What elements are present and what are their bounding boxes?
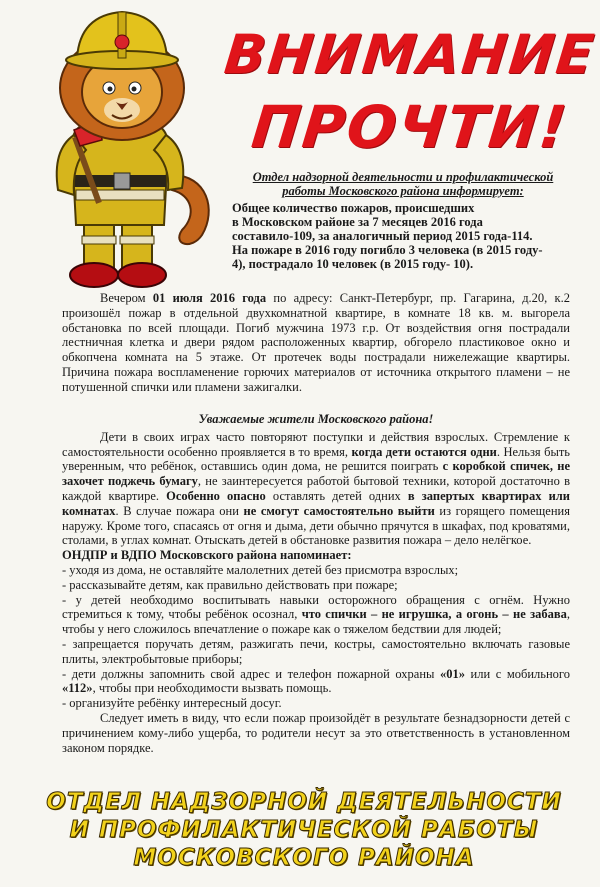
reminder-item: - организуйте ребёнку интересный досуг. xyxy=(62,696,282,711)
appeal-heading: Уважаемые жители Московского района! xyxy=(198,412,434,426)
children-paragraph: Дети в своих играх часто повторяют поступки и действия взрослых. Стремление к самостоятельности особенно проявляется в то время, когда дети остаются одни. Нельзя быть уверенным, что ребёнок, оставшись один дома, не решится поиграть с коробкой спичек, не захочет поджечь бумагу, не заинтересуется работой бытовой техники, которой достаточно в каждой квартире. Особенно опасно оставлять детей одних в запертых квартирах или комнатах. В случае пожара они не смогут самостоятельно выйти из горящего помещения наружу. Кроме того, спасаясь от огня и дыма, дети обычно прячутся в шкафах, под кроватями, столами, в углах комнат. Отыскать детей в обстановке развития пожара – дело нелёгкое. xyxy=(62,429,571,548)
reminder-item: - рассказывайте детям, как правильно действовать при пожаре; xyxy=(62,577,398,592)
reminder-item: - запрещается поручать детям, разжигать печи, костры, самостоятельно включать газовые плиты, электробытовые приборы; xyxy=(62,636,570,666)
closing-paragraph: Следует иметь в виду, что если пожар произойдёт в результате безнадзорности детей с причинением кому-либо ущерба, то родители несут за это ответственность в установленном законом порядке. xyxy=(62,710,570,755)
statistics-heading: Отдел надзорной деятельности и профилактической работы Московского района информирует: xyxy=(252,170,554,198)
reminder-heading: ОНДПР и ВДПО Московского района напоминает: xyxy=(62,548,352,563)
reminder-item: - уходя из дома, не оставляйте малолетних детей без присмотра взрослых; xyxy=(62,562,459,577)
department-footer: ОТДЕЛ НАДЗОРНОЙ ДЕЯТЕЛЬНОСТИ И ПРОФИЛАКТИЧЕСКОЙ РАБОТЫ МОСКОВСКОГО РАЙОНА xyxy=(46,789,562,871)
firefighter-lion-mascot-image xyxy=(22,0,222,300)
appeal-section xyxy=(62,412,570,755)
reminder-item: - у детей необходимо воспитывать навыки осторожного обращения с огнём. Нужно стремиться к тому, чтобы ребёнок осознал, что спички – не игрушка, а огонь – не забава, чтобы у него сложилось впечатление о пожаре как о тяжелом бедствии для людей; xyxy=(62,592,570,637)
headline-attention: ВНИМАНИЕ xyxy=(221,23,599,86)
statistics-body: Общее количество пожаров, происшедших в Московском районе за 7 месяцев 2016 года составило-109, за аналогичный период 2015 года-114. На пожаре в 2016 году погибло 3 человека (в 2015 году- 4), пострадало 10 человек (в 2015 году- 10). xyxy=(232,201,543,271)
reminder-item: - дети должны запомнить свой адрес и телефон пожарной охраны «01» или с мобильного «112», чтобы при необходимости вызвать помощь. xyxy=(62,666,570,696)
statistics-block xyxy=(232,170,574,271)
incident-paragraph: Вечером 01 июля 2016 года по адресу: Санкт-Петербург, пр. Гагарина, д.20, к.2 произошёл пожар в отдельной двухкомнатной квартире, в комнате 18 кв. м. выгорела обстановка по всей площади. Погиб мужчина 1973 г.р. От воздействия огня пострадали лестничная клетка и двери рядом расположенных квартир, обгорело пластиковое окно и обкопчена комната на 5 этаже. От протечек воды пострадали нижележащие квартиры. Причина пожара воспламенение горючих материалов от источника открытого пламени – не потушенной спички или пламени зажигалки. xyxy=(62,291,571,394)
headline-read: ПРОЧТИ! xyxy=(248,93,572,161)
